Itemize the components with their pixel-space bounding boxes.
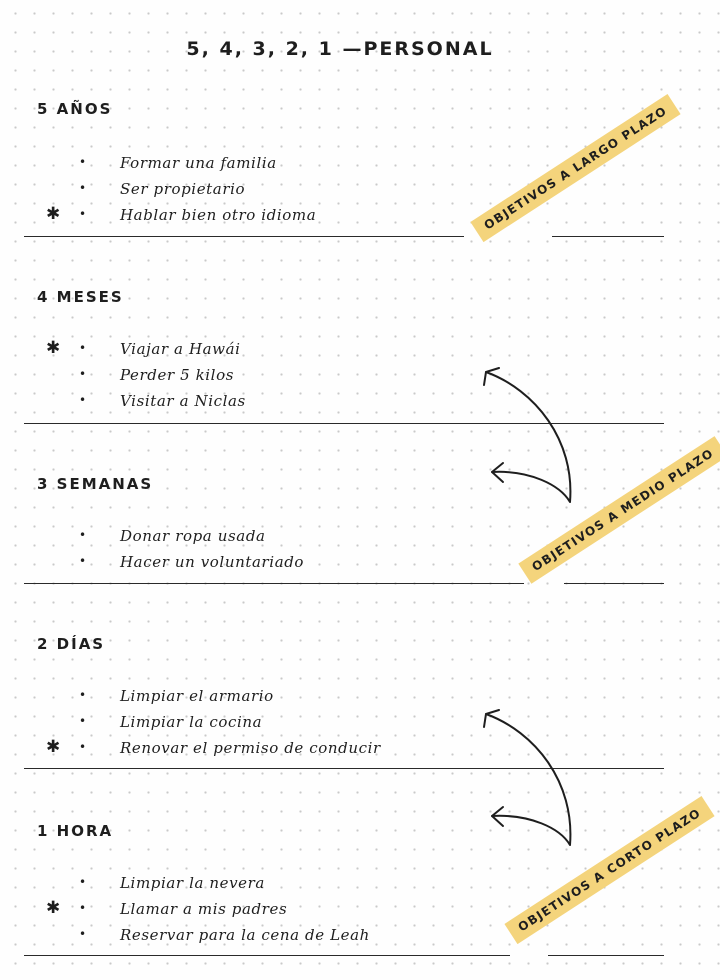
item-text: Perder 5 kilos	[120, 366, 235, 384]
star-icon: ✱	[46, 204, 61, 224]
bullet-icon: •	[79, 341, 87, 355]
bullet-icon: •	[79, 181, 87, 195]
item-text: Donar ropa usada	[120, 527, 266, 545]
bullet-icon: •	[79, 740, 87, 754]
item-text: Visitar a Niclas	[120, 392, 246, 410]
page-title: 5, 4, 3, 2, 1 —PERSONAL	[186, 38, 494, 60]
star-icon: ✱	[46, 737, 61, 757]
bullet-icon: •	[79, 367, 87, 381]
section-heading: 2 DÍAS	[37, 635, 106, 653]
arrow-short-term	[486, 714, 570, 845]
bullet-icon: •	[79, 528, 87, 542]
item-text: Limpiar la nevera	[120, 874, 265, 892]
bullet-icon: •	[79, 207, 87, 221]
section-heading: 3 SEMANAS	[37, 475, 154, 493]
mid-term-tag: OBJETIVOS A MEDIO PLAZO	[518, 436, 720, 583]
item-text: Ser propietario	[120, 180, 246, 198]
section-heading: 5 AÑOS	[37, 100, 113, 118]
arrow-mid-term	[486, 372, 570, 502]
bullet-icon: •	[79, 155, 87, 169]
item-text: Formar una familia	[120, 154, 277, 172]
star-icon: ✱	[46, 898, 61, 918]
bullet-icon: •	[79, 554, 87, 568]
item-text: Llamar a mis padres	[120, 900, 288, 918]
section-heading: 1 HORA	[37, 822, 114, 840]
star-icon: ✱	[46, 338, 61, 358]
item-text: Limpiar la cocina	[120, 713, 263, 731]
item-text: Limpiar el armario	[120, 687, 274, 705]
short-term-tag: OBJETIVOS A CORTO PLAZO	[504, 796, 714, 944]
item-text: Hacer un voluntariado	[120, 553, 305, 571]
item-text: Renovar el permiso de conducir	[120, 739, 381, 757]
bullet-icon: •	[79, 393, 87, 407]
item-text: Reservar para la cena de Leah	[120, 926, 370, 944]
bullet-icon: •	[79, 901, 87, 915]
item-text: Viajar a Hawái	[120, 340, 241, 358]
long-term-tag: OBJETIVOS A LARGO PLAZO	[470, 94, 680, 242]
section-heading: 4 MESES	[37, 288, 124, 306]
bullet-icon: •	[79, 714, 87, 728]
item-text: Hablar bien otro idioma	[120, 206, 317, 224]
bullet-icon: •	[79, 688, 87, 702]
bullet-icon: •	[79, 927, 87, 941]
bullet-icon: •	[79, 875, 87, 889]
